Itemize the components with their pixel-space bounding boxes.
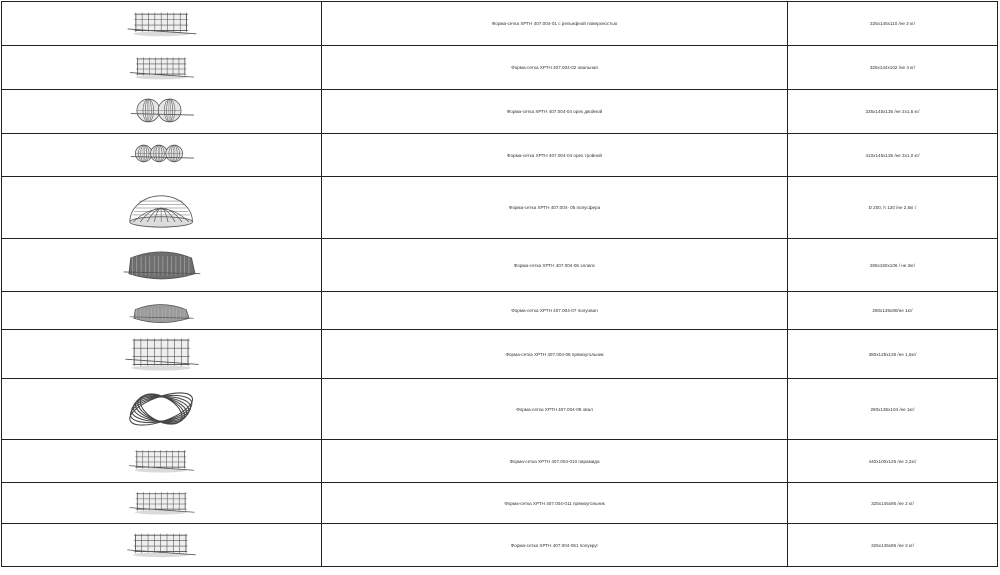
semicircle-basket-icon: [124, 527, 199, 563]
table-row: [2, 379, 998, 440]
product-name: Форма-сетка ХРТН 407.004-051 полукруг: [322, 524, 788, 567]
product-name: Форма-сетка ХРТН 407.004-010 пирамида: [322, 440, 788, 483]
rectangular-basket-icon: [122, 334, 202, 374]
table-row: [2, 134, 998, 177]
product-size: 280x135x80/не 1кг/: [788, 292, 998, 330]
product-image-cell: [2, 134, 322, 177]
product-size: 285x150x106 / не 2кг/: [788, 239, 998, 292]
oval-wire-basket-icon: [122, 382, 202, 436]
product-image-cell: [2, 2, 322, 46]
product-name: Форма-сетка ХРТН 407.004-011 прямоугольник: [322, 483, 788, 524]
product-image-cell: [2, 90, 322, 134]
product-image-cell: [2, 292, 322, 330]
product-name: Форма-сетка ХРТН 407.004-09 овал: [322, 379, 788, 440]
product-size: 335x145x135 /не 2х1,5 кг/: [788, 90, 998, 134]
product-name: Форма-сетка ХРТН 407.004-02 овальная: [322, 46, 788, 90]
product-name: Форма-сетка ХРТН 407.004-01 с рельефной поверхностью: [322, 2, 788, 46]
product-name: Форма-сетка ХРТН 407.004-07 полуовал: [322, 292, 788, 330]
pyramid-basket-icon: [119, 444, 204, 478]
products-table: [1, 1, 998, 567]
product-image-cell: [2, 524, 322, 567]
product-size: 440x100x125 /не 2,2кг/: [788, 440, 998, 483]
table-row: [2, 292, 998, 330]
product-size: 325x145x110 /не 3 кг/: [788, 2, 998, 46]
product-name: Форма-сетка ХРТН 407.004-04 орех двойной: [322, 90, 788, 134]
product-size: 350x125x135 /не 1,5кг/: [788, 330, 998, 379]
product-name: Форма-сетка ХРТН 407.004-08 прямоугольник: [322, 330, 788, 379]
product-image-cell: [2, 239, 322, 292]
rectangular-small-basket-icon: [122, 486, 202, 520]
product-size: 325x145x95 /не 3 кг/: [788, 524, 998, 567]
table-row: [2, 46, 998, 90]
table-row: [2, 440, 998, 483]
long-grid-basket-icon: [122, 6, 202, 42]
products-table-body: [2, 2, 998, 567]
table-row: [2, 483, 998, 524]
product-size: 410x145x135 /не 3х1,0 кг/: [788, 134, 998, 177]
oval-grid-basket-icon: [127, 50, 197, 86]
product-image-cell: [2, 483, 322, 524]
product-image-cell: [2, 177, 322, 239]
product-name: Форма-сетка ХРТН 407.004-06 эллипс: [322, 239, 788, 292]
product-image-cell: [2, 330, 322, 379]
product-image-cell: [2, 379, 322, 440]
product-size: 325x144x102 /не 4 кг/: [788, 46, 998, 90]
half-oval-mesh-basket-icon: [124, 295, 199, 327]
product-name: Форма-сетка ХРТН 407.004- 05 полусфера: [322, 177, 788, 239]
table-row: [2, 2, 998, 46]
table-row: [2, 239, 998, 292]
product-size: D 200, h 120 /не 2,5кг /: [788, 177, 998, 239]
ellipse-mesh-basket-icon: [122, 245, 202, 285]
product-image-cell: [2, 440, 322, 483]
triple-nut-basket-icon: [127, 137, 197, 173]
product-name: Форма-сетка ХРТН 407.004-04 орех тройной: [322, 134, 788, 177]
product-size: 280x135x104 /не 1кг/: [788, 379, 998, 440]
table-row: [2, 90, 998, 134]
table-row: [2, 524, 998, 567]
product-size: 325x145x95 /не 2 кг/: [788, 483, 998, 524]
hemisphere-basket-icon: [122, 182, 202, 234]
product-image-cell: [2, 46, 322, 90]
double-nut-basket-icon: [127, 94, 197, 130]
table-row: [2, 330, 998, 379]
table-row: [2, 177, 998, 239]
